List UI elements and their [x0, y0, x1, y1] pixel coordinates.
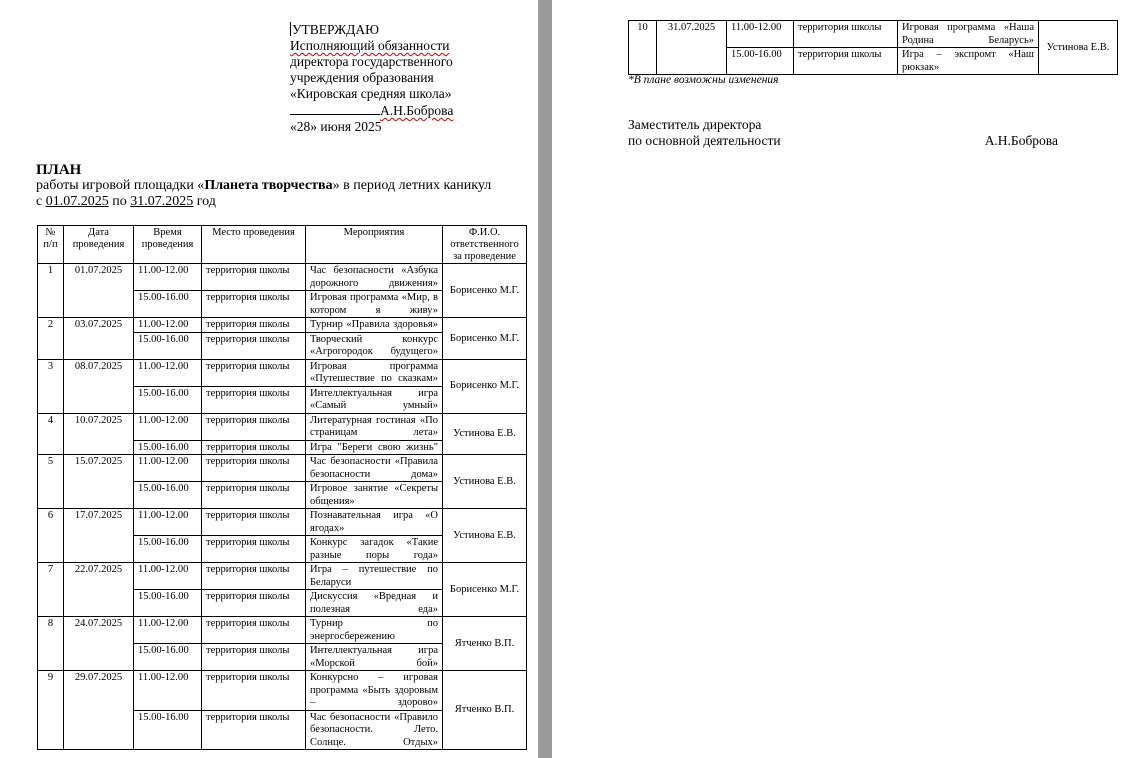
cell-date: 24.07.2025 [64, 617, 134, 671]
signer-name: А.Н.Боброва [984, 133, 1058, 148]
cell-event: Литературная гостиная «По страницам лета» [306, 413, 443, 440]
cell-event: Час безопасности «Правила безопасности дома» [306, 455, 443, 482]
cell-date: 10.07.2025 [64, 413, 134, 455]
table-row [38, 413, 527, 440]
cell-event: Игровая программа «Путешествие по сказкам» [306, 359, 443, 386]
cell-time: 15.00-16.00 [134, 291, 202, 318]
approval-line-4: «Кировская средняя школа» [290, 86, 452, 101]
document-page-1 [0, 0, 538, 758]
cell-event: Час безопасности «Правило безопасности. Лето. Солнце. Отдых» [306, 710, 443, 750]
cell-date: 22.07.2025 [64, 563, 134, 617]
cell-num: 3 [38, 359, 64, 413]
cell-time: 15.00-16.00 [134, 332, 202, 359]
cell-place: территория школы [202, 590, 306, 617]
cell-event: Час безопасности «Азбука дорожного движения» [306, 264, 443, 291]
cell-time: 11.00-12.00 [134, 455, 202, 482]
signature-line [290, 102, 380, 115]
plan-table-continuation [628, 20, 1118, 75]
cell-date: 03.07.2025 [64, 318, 134, 360]
cell-place: территория школы [202, 264, 306, 291]
text-cursor [290, 22, 291, 36]
cell-place: территория школы [202, 482, 306, 509]
cell-num: 8 [38, 617, 64, 671]
table-row [38, 264, 527, 291]
cell-num: 9 [38, 671, 64, 750]
approval-title: УТВЕРЖДАЮ [292, 22, 380, 37]
cell-num: 4 [38, 413, 64, 455]
cell-time: 15.00-16.00 [134, 590, 202, 617]
cell-place: территория школы [202, 413, 306, 440]
cell-place: территория школы [202, 617, 306, 644]
cell-responsible: Борисенко М.Г. [443, 318, 527, 360]
cell-place: территория школы [202, 359, 306, 386]
cell-num: 2 [38, 318, 64, 360]
header-responsible: Ф.И.О. ответственного за проведение [443, 226, 527, 264]
cell-event: Игра – путешествие по Беларуси [306, 563, 443, 590]
cell-place: территория школы [202, 291, 306, 318]
cell-time: 11.00-12.00 [134, 264, 202, 291]
cell-place: территория школы [202, 644, 306, 671]
cell-place: территория школы [202, 509, 306, 536]
cell-date: 31.07.2025 [657, 21, 727, 75]
cell-event: Творческий конкурс «Агрогородок будущего» [306, 332, 443, 359]
approval-line-2: директора государственного [290, 54, 453, 69]
table-row [38, 359, 527, 386]
cell-place: территория школы [202, 386, 306, 413]
cell-time: 15.00-16.00 [134, 482, 202, 509]
plan-heading [36, 162, 531, 210]
cell-event: Игровая программа «Мир, в котором я живу» [306, 291, 443, 318]
cell-event: Интеллектуальная игра «Морской бой» [306, 644, 443, 671]
cell-responsible: Ятченко В.П. [443, 671, 527, 750]
approval-block [290, 22, 530, 135]
cell-num: 10 [629, 21, 657, 75]
table-row [38, 509, 527, 536]
cell-place: территория школы [202, 440, 306, 455]
table-row [38, 563, 527, 590]
cell-time: 11.00-12.00 [134, 359, 202, 386]
cell-time: 11.00-12.00 [134, 413, 202, 440]
signature-block [628, 117, 1068, 149]
cell-num: 6 [38, 509, 64, 563]
cell-responsible: Борисенко М.Г. [443, 563, 527, 617]
cell-time: 11.00-12.00 [727, 21, 794, 48]
cell-place: территория школы [794, 21, 898, 48]
plan-table [37, 225, 527, 750]
table-row [629, 21, 1118, 48]
cell-event: Турнир «Правила здоровья» [306, 318, 443, 333]
cell-event: Конкурсно – игровая программа «Быть здоровым – здорово» [306, 671, 443, 711]
cell-place: территория школы [202, 563, 306, 590]
approval-date: «28» июня 2025 [290, 119, 382, 134]
approval-line-3: учреждения образования [290, 70, 434, 85]
table-row [38, 617, 527, 644]
cell-event: Дискуссия «Вредная и полезная еда» [306, 590, 443, 617]
header-num: № п/п [38, 226, 64, 264]
header-date: Дата проведения [64, 226, 134, 264]
cell-date: 01.07.2025 [64, 264, 134, 318]
cell-date: 08.07.2025 [64, 359, 134, 413]
period-from: 01.07.2025 [45, 194, 109, 209]
header-event: Мероприятия [306, 226, 443, 264]
cell-time: 15.00-16.00 [134, 440, 202, 455]
cell-place: территория школы [794, 48, 898, 75]
cell-place: территория школы [202, 332, 306, 359]
cell-event: Турнир по энергосбережению [306, 617, 443, 644]
document-page-2 [552, 0, 1126, 758]
cell-event: Интеллектуальная игра «Самый умный» [306, 386, 443, 413]
cell-time: 11.00-12.00 [134, 563, 202, 590]
signer-position-2: по основной деятельности [628, 133, 781, 148]
playground-name: Планета творчества [204, 178, 333, 193]
cell-place: территория школы [202, 318, 306, 333]
table-header-row [38, 226, 527, 264]
plan-subtitle: работы игровой площадки «Планета творчества» в период летних каникул [36, 178, 492, 193]
cell-num: 5 [38, 455, 64, 509]
cell-date: 29.07.2025 [64, 671, 134, 750]
cell-time: 15.00-16.00 [727, 48, 794, 75]
cell-responsible: Устинова Е.В. [1039, 21, 1118, 75]
cell-event: Игровая программа «Наша Родина Беларусь» [898, 21, 1039, 48]
table-row [38, 671, 527, 711]
cell-responsible: Устинова Е.В. [443, 413, 527, 455]
table-row [38, 455, 527, 482]
cell-time: 11.00-12.00 [134, 617, 202, 644]
cell-event: Игровое занятие «Секреты общения» [306, 482, 443, 509]
approval-line-1: Исполняющий обязанности [290, 38, 450, 53]
approval-signer: А.Н.Боброва [380, 103, 454, 118]
cell-time: 15.00-16.00 [134, 386, 202, 413]
cell-time: 15.00-16.00 [134, 710, 202, 750]
cell-responsible: Борисенко М.Г. [443, 359, 527, 413]
cell-event: Конкурс загадок «Такие разные поры года» [306, 536, 443, 563]
cell-responsible: Устинова Е.В. [443, 455, 527, 509]
cell-date: 15.07.2025 [64, 455, 134, 509]
table-row [38, 318, 527, 333]
cell-time: 15.00-16.00 [134, 644, 202, 671]
cell-responsible: Устинова Е.В. [443, 509, 527, 563]
cell-date: 17.07.2025 [64, 509, 134, 563]
plan-period: с 01.07.2025 по 31.07.2025 год [36, 194, 216, 209]
cell-place: территория школы [202, 671, 306, 711]
changes-note: *В плане возможны изменения [628, 74, 779, 86]
cell-responsible: Борисенко М.Г. [443, 264, 527, 318]
cell-num: 1 [38, 264, 64, 318]
cell-time: 11.00-12.00 [134, 671, 202, 711]
cell-place: территория школы [202, 536, 306, 563]
cell-responsible: Ятченко В.П. [443, 617, 527, 671]
header-place: Место проведения [202, 226, 306, 264]
cell-time: 11.00-12.00 [134, 318, 202, 333]
cell-time: 11.00-12.00 [134, 509, 202, 536]
signer-position-1: Заместитель директора [628, 117, 762, 132]
page-gutter [538, 0, 552, 758]
header-time: Время проведения [134, 226, 202, 264]
cell-event: Познавательная игра «О ягодах» [306, 509, 443, 536]
cell-event: Игра – экспромт «Наш рюкзак» [898, 48, 1039, 75]
cell-place: территория школы [202, 455, 306, 482]
cell-num: 7 [38, 563, 64, 617]
cell-time: 15.00-16.00 [134, 536, 202, 563]
cell-event: Игра "Береги свою жизнь" [306, 440, 443, 455]
plan-title: ПЛАН [36, 162, 82, 178]
cell-place: территория школы [202, 710, 306, 750]
period-to: 31.07.2025 [130, 194, 194, 209]
